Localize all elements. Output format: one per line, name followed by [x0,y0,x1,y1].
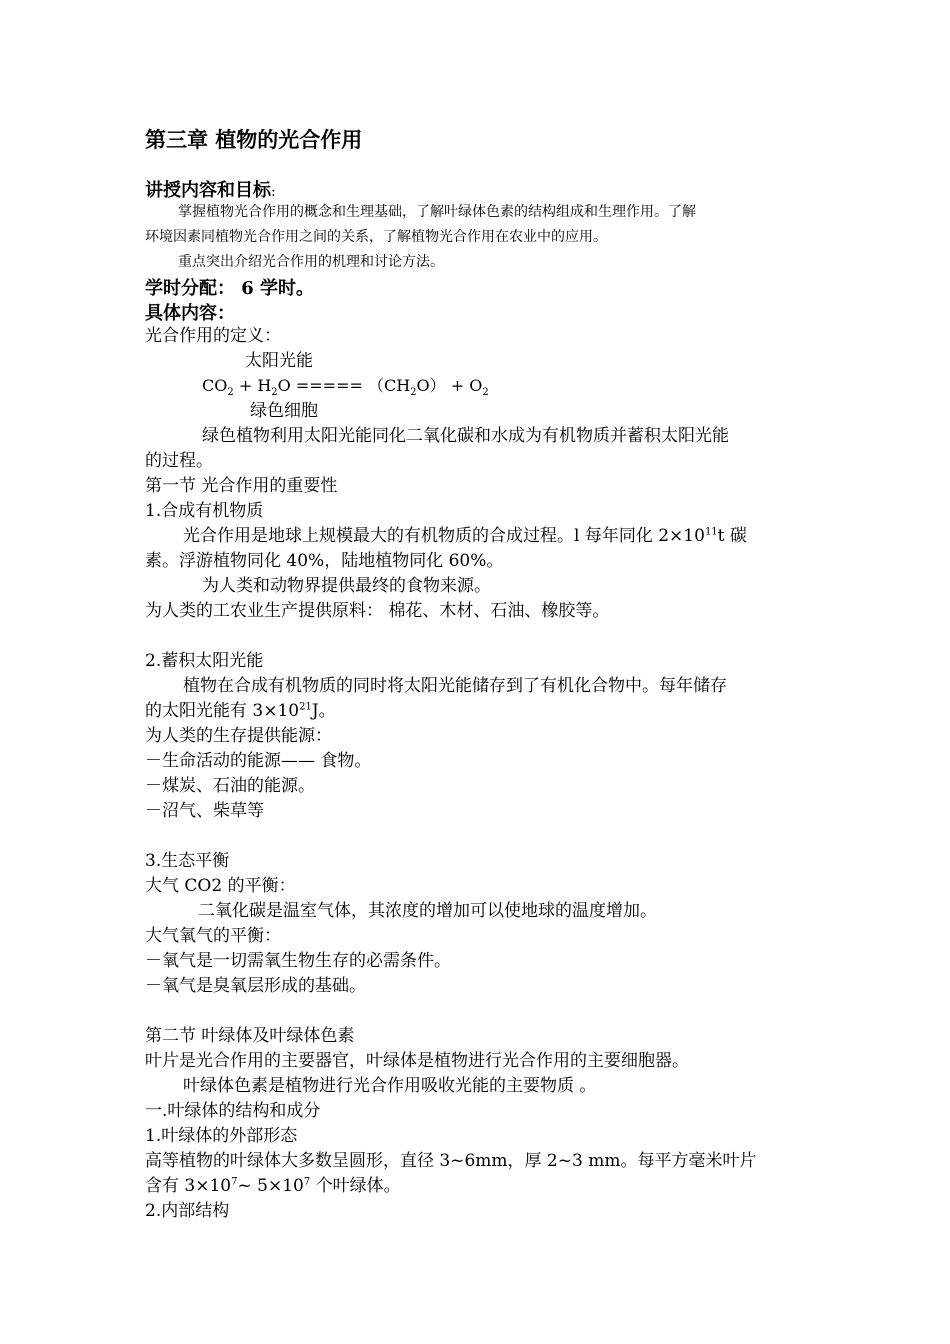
section1-item1-line3: 为人类和动物界提供最终的食物来源。 [202,576,491,596]
section1-item2-line6: －沼气、柴草等 [145,801,264,821]
section2-line2: 叶绿体色素是植物进行光合作用吸收光能的主要物质 。 [183,1076,597,1096]
section1-item1-line4: 为人类的工农业生产提供原料： 棉花、木材、石油、橡胶等。 [145,601,610,621]
photosynthesis-equation: $CO_2 + H_2O$ ===== $(CH_2O) + O_2$ [202,376,489,399]
section1-item3-line3: 大气氧气的平衡： [145,926,281,946]
section1-item3-title: 3.生态平衡 [145,851,230,871]
objectives-paragraph-line1: 掌握植物光合作用的概念和生理基础，了解叶绿体色素的结构组成和生理作用。了解 [178,204,696,220]
section2-line3: 高等植物的叶绿体大多数呈圆形，直径 3~6mm，厚 2~3 mm。每平方毫米叶片 [145,1151,757,1171]
section1-item3-line1: 大气 CO2 的平衡： [145,876,296,896]
equation-bottom-label: 绿色细胞 [250,401,318,421]
chapter-title: 第三章 植物的光合作用 [145,127,363,152]
hours-allocation: 学时分配： 6 学时。 [145,278,315,299]
section1-item2-line4: －生命活动的能源—— 食物。 [145,751,372,771]
objectives-heading-colon: : [271,184,276,200]
section2-subtitle1-2: 2.内部结构 [145,1201,230,1221]
section1-item1-line2: 素。浮游植物同化 40%，陆地植物同化 60%。 [145,551,504,571]
section2-line4: 含有 $3\times 10^7\sim$ $5\times 10^7$ 个叶绿体。 [145,1176,401,1196]
section1-item3-line4: －氧气是一切需氧生物生存的必需条件。 [145,951,451,971]
section1-item2-line5: －煤炭、石油的能源。 [145,776,315,796]
objectives-paragraph-line2: 环境因素同植物光合作用之间的关系，了解植物光合作用在农业中的应用。 [145,229,607,245]
section1-item2-line1: 植物在合成有机物质的同时将太阳光能储存到了有机化合物中。每年储存 [183,676,727,696]
definition-text-line1: 绿色植物利用太阳光能同化二氧化碳和水成为有机物质并蓄积太阳光能 [202,426,729,446]
section1-item2-line2: 的太阳光能有 $3\times 10^{21}J$。 [145,701,336,721]
section1-title: 第一节 光合作用的重要性 [145,476,338,496]
section1-item3-line2: 二氧化碳是温室气体，其浓度的增加可以使地球的温度增加。 [198,901,657,921]
equation-top-label: 太阳光能 [245,351,313,371]
section1-item2-line3: 为人类的生存提供能源： [145,726,332,746]
section2-line1: 叶片是光合作用的主要器官，叶绿体是植物进行光合作用的主要细胞器。 [145,1051,689,1071]
section1-item1-line1: 光合作用是地球上规模最大的有机物质的合成过程。l 每年同化 $2\times 10^{11}t$ 碳 [183,526,747,546]
content-heading: 具体内容： [145,303,235,324]
definition-text-line2: 的过程。 [145,451,213,471]
section1-item1-title: 1.合成有机物质 [145,501,264,521]
section1-item2-title: 2.蓄积太阳光能 [145,651,264,671]
section2-title: 第二节 叶绿体及叶绿体色素 [145,1026,355,1046]
section1-item3-line5: －氧气是臭氧层形成的基础。 [145,976,366,996]
objectives-heading [145,176,276,202]
objectives-heading-text: 讲授内容和目标 [145,180,271,201]
section2-subtitle1-1: 1.叶绿体的外部形态 [145,1126,298,1146]
definition-label: 光合作用的定义： [145,326,281,346]
section2-subtitle1: 一.叶绿体的结构和成分 [145,1101,321,1121]
objectives-focus: 重点突出介绍光合作用的机理和讨论方法。 [178,254,444,270]
